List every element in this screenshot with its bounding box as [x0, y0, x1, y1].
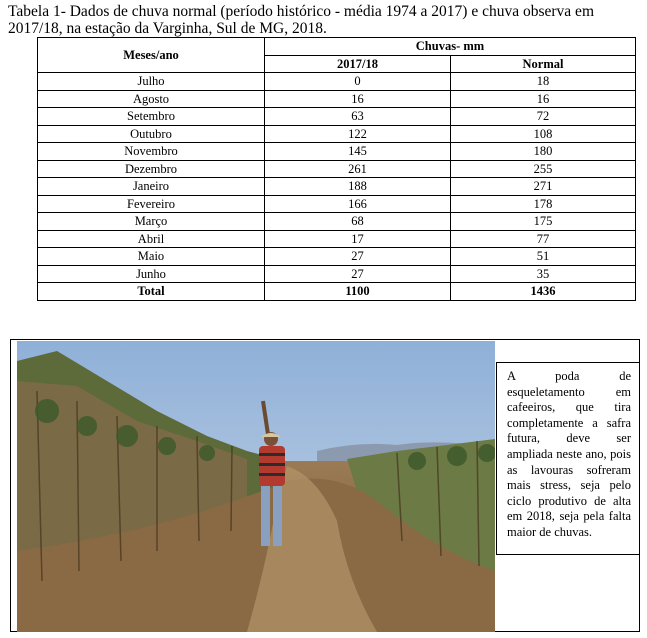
table-caption: Tabela 1- Dados de chuva normal (período histórico - média 1974 a 2017) e chuva observa em 2017/18, na estação da Varginha, Sul de MG, 2018. [8, 3, 594, 37]
cell-month: Janeiro [38, 178, 265, 196]
table-row [38, 213, 636, 231]
cell-month: Dezembro [38, 160, 265, 178]
cell-normal: 51 [451, 248, 636, 266]
table-row [38, 90, 636, 108]
cell-obs: 188 [265, 178, 451, 196]
cell-month: Setembro [38, 108, 265, 126]
table-header-row [38, 38, 636, 56]
cell-obs: 17 [265, 230, 451, 248]
cell-normal: 1436 [451, 283, 636, 301]
photo-note [496, 362, 640, 555]
cell-month: Abril [38, 230, 265, 248]
cell-month: Junho [38, 265, 265, 283]
table-row [38, 125, 636, 143]
cell-month: Outubro [38, 125, 265, 143]
cell-normal: 175 [451, 213, 636, 231]
cell-obs: 63 [265, 108, 451, 126]
cell-normal: 255 [451, 160, 636, 178]
cell-normal: 18 [451, 73, 636, 91]
cell-obs: 122 [265, 125, 451, 143]
table-row [38, 178, 636, 196]
table-row [38, 143, 636, 161]
cell-obs: 166 [265, 195, 451, 213]
cell-obs: 0 [265, 73, 451, 91]
cell-obs: 16 [265, 90, 451, 108]
cell-normal: 16 [451, 90, 636, 108]
table-row [38, 73, 636, 91]
cell-normal: 72 [451, 108, 636, 126]
table-row [38, 248, 636, 266]
cell-obs: 27 [265, 265, 451, 283]
cell-month: Março [38, 213, 265, 231]
cell-normal: 180 [451, 143, 636, 161]
cell-normal: 178 [451, 195, 636, 213]
cell-month: Fevereiro [38, 195, 265, 213]
cell-normal: 108 [451, 125, 636, 143]
cell-obs: 261 [265, 160, 451, 178]
table-total-row [38, 283, 636, 301]
table-row [38, 195, 636, 213]
table-row [38, 108, 636, 126]
coffee-field-photo [17, 341, 495, 632]
cell-obs: 145 [265, 143, 451, 161]
header-months: Meses/ano [38, 38, 265, 73]
cell-normal: 271 [451, 178, 636, 196]
cell-month: Total [38, 283, 265, 301]
cell-month: Novembro [38, 143, 265, 161]
rainfall-table [37, 37, 636, 301]
cell-month: Julho [38, 73, 265, 91]
cell-normal: 77 [451, 230, 636, 248]
cell-normal: 35 [451, 265, 636, 283]
table-row [38, 160, 636, 178]
header-2017-18: 2017/18 [265, 55, 451, 73]
table-row [38, 230, 636, 248]
cell-obs: 1100 [265, 283, 451, 301]
photo-note-text: A poda de esqueletamento em cafeeiros, que tira completamente a safra futura, deve ser ampliada neste ano, pois as lavouras sofreram mais stress, seja pelo ciclo produtivo de alta em 2018, seja pela falta maior de chuvas. [507, 369, 631, 539]
header-rainfall: Chuvas- mm [265, 38, 636, 56]
table-row [38, 265, 636, 283]
header-normal: Normal [451, 55, 636, 73]
cell-obs: 68 [265, 213, 451, 231]
cell-obs: 27 [265, 248, 451, 266]
cell-month: Agosto [38, 90, 265, 108]
cell-month: Maio [38, 248, 265, 266]
